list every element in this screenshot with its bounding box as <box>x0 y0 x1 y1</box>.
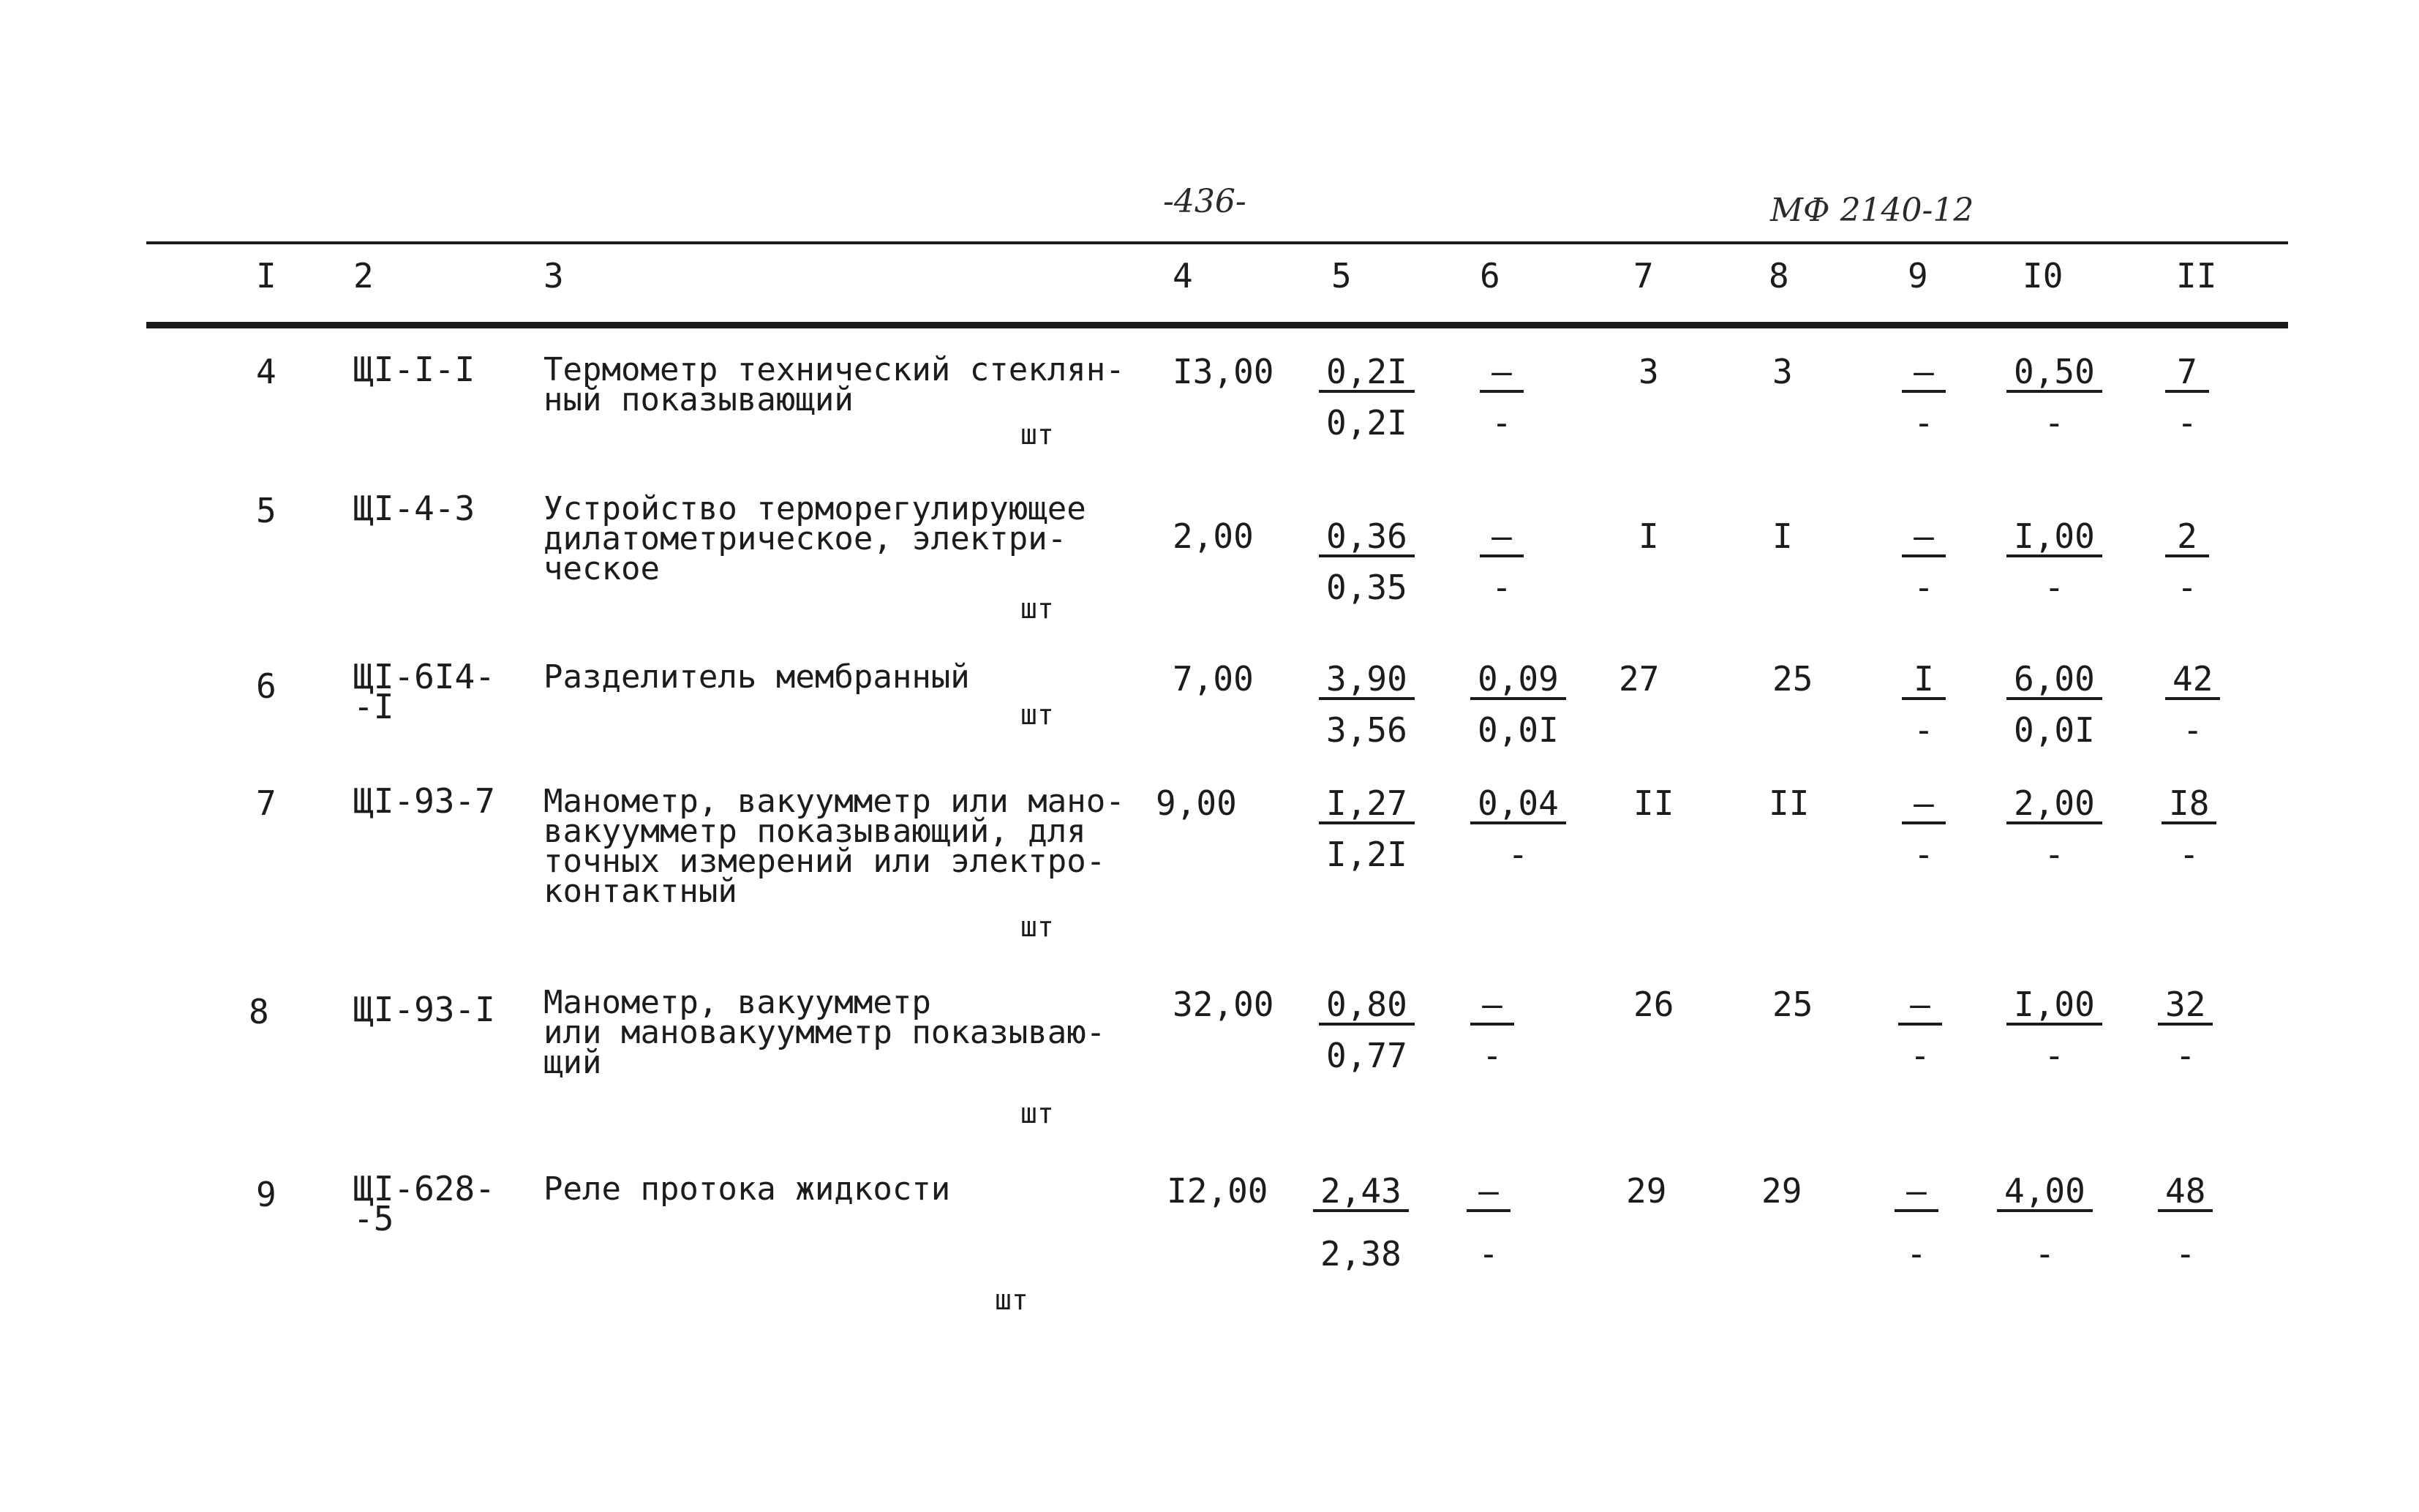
col11-num: 2 <box>2165 519 2209 557</box>
column-header: 8 <box>1769 256 1789 296</box>
col5-fraction <box>1319 352 1415 443</box>
col5-num: I,27 <box>1319 786 1415 824</box>
col6-den: 0,0I <box>1478 710 1559 750</box>
row-number: 6 <box>256 666 276 706</box>
col9-num: – <box>1902 519 1946 557</box>
unit-label: шт <box>1020 911 1054 943</box>
unit-label: шт <box>1020 1097 1054 1129</box>
col11-num: 7 <box>2165 355 2209 393</box>
row-number: 5 <box>256 491 276 530</box>
col6-num: – <box>1467 1174 1511 1212</box>
col9-fraction <box>1902 783 1946 874</box>
col11-den: - <box>2177 403 2197 443</box>
col11-num: I8 <box>2162 786 2216 824</box>
col7-value: 26 <box>1633 985 1674 1024</box>
col5-fraction <box>1313 1171 1409 1274</box>
col9-den: - <box>1910 1036 1930 1075</box>
col6-den: - <box>1491 568 1512 607</box>
item-description: Разделитель мембранный <box>543 658 970 696</box>
col5-num: 0,2I <box>1319 355 1415 393</box>
unit-label: шт <box>1020 699 1054 731</box>
column-header: 7 <box>1633 256 1654 296</box>
col10-num: 4,00 <box>1997 1174 2093 1212</box>
item-code: ЩI-4-3 <box>353 489 475 528</box>
col11-fraction <box>2165 659 2220 750</box>
col5-den: 0,35 <box>1326 568 1407 607</box>
col10-den: - <box>2044 835 2065 874</box>
col6-fraction <box>1480 516 1524 607</box>
column-header: 5 <box>1331 256 1352 296</box>
item-code: ЩI-I-I <box>353 350 475 389</box>
col6-fraction <box>1467 1171 1511 1274</box>
col10-den: - <box>2044 1036 2065 1075</box>
col11-num: 42 <box>2165 662 2220 700</box>
col10-den: - <box>2034 1234 2055 1274</box>
col10-fraction <box>2006 516 2102 607</box>
col9-den: - <box>1906 1234 1927 1274</box>
col5-fraction <box>1319 516 1415 607</box>
col9-den: - <box>1914 568 1934 607</box>
col7-value: 27 <box>1619 659 1660 699</box>
col11-fraction <box>2165 516 2209 607</box>
item-code: ЩI-93-I <box>353 990 495 1029</box>
top-rule <box>146 241 2288 244</box>
col5-den: 0,2I <box>1326 403 1407 443</box>
col9-fraction <box>1895 1171 1938 1274</box>
col5-den: 2,38 <box>1320 1234 1402 1274</box>
col7-value: 3 <box>1639 352 1659 391</box>
item-description: Устройство терморегулирующее дилатометрическое, электри- ческое <box>543 490 1086 587</box>
col4-value: 32,00 <box>1173 985 1274 1024</box>
col11-num: 32 <box>2158 988 2213 1026</box>
col6-den: - <box>1482 1036 1502 1075</box>
col4-value: 7,00 <box>1173 659 1254 699</box>
col6-fraction <box>1470 783 1566 874</box>
col5-num: 0,36 <box>1319 519 1415 557</box>
col5-den: I,2I <box>1326 835 1407 874</box>
col7-value: II <box>1633 783 1674 823</box>
col10-fraction <box>2006 659 2102 750</box>
col8-value: I <box>1772 516 1793 556</box>
col7-value: I <box>1639 516 1659 556</box>
col7-value: 29 <box>1626 1171 1667 1211</box>
col10-den: - <box>2044 403 2065 443</box>
col5-num: 0,80 <box>1319 988 1415 1026</box>
item-description: Манометр, вакуумметр или мановакуумметр показываю- щий <box>543 984 1106 1081</box>
col9-den: - <box>1914 403 1934 443</box>
col9-den: - <box>1914 835 1934 874</box>
col9-num: – <box>1902 786 1946 824</box>
col4-value: 9,00 <box>1156 783 1237 823</box>
col4-value: 2,00 <box>1173 516 1254 556</box>
item-description: Термометр технический стеклян- ный показывающий <box>543 351 1125 418</box>
header-rule <box>146 322 2288 328</box>
column-header: II <box>2176 256 2217 296</box>
unit-label: шт <box>1020 418 1054 451</box>
col6-num: – <box>1480 355 1524 393</box>
item-code: ЩI-93-7 <box>353 781 495 821</box>
col9-den: - <box>1914 710 1934 750</box>
col10-fraction <box>2006 783 2102 874</box>
col9-fraction <box>1902 659 1946 750</box>
row-number: 8 <box>249 992 269 1031</box>
column-header: 3 <box>543 256 564 296</box>
col5-fraction <box>1319 659 1415 750</box>
col10-fraction <box>2006 352 2102 443</box>
unit-label: шт <box>995 1284 1028 1316</box>
col8-value: 3 <box>1772 352 1793 391</box>
col9-fraction <box>1902 352 1946 443</box>
col5-fraction <box>1319 783 1415 874</box>
col6-den: - <box>1491 403 1512 443</box>
document-code: МФ 2140-12 <box>1770 192 1974 229</box>
column-header: 9 <box>1908 256 1928 296</box>
col6-fraction <box>1480 352 1524 443</box>
item-code: ЩI-628- -5 <box>353 1169 495 1238</box>
col11-num: 48 <box>2158 1174 2213 1212</box>
col10-num: 6,00 <box>2006 662 2102 700</box>
col4-value: I2,00 <box>1167 1171 1268 1211</box>
col11-fraction <box>2162 783 2216 874</box>
col10-num: 0,50 <box>2006 355 2102 393</box>
col10-den: - <box>2044 568 2065 607</box>
col10-den: 0,0I <box>2014 710 2095 750</box>
col9-num: – <box>1898 988 1942 1026</box>
col11-den: - <box>2178 835 2200 874</box>
column-header: I <box>256 256 276 296</box>
col9-num: I <box>1902 662 1946 700</box>
col8-value: 25 <box>1772 659 1813 699</box>
col11-den: - <box>2175 1234 2196 1274</box>
col10-num: 2,00 <box>2006 786 2102 824</box>
col11-fraction <box>2158 985 2213 1075</box>
col4-value: I3,00 <box>1173 352 1274 391</box>
col6-num: 0,09 <box>1470 662 1566 700</box>
row-number: 9 <box>256 1175 276 1214</box>
column-header: 2 <box>353 256 374 296</box>
col8-value: 25 <box>1772 985 1813 1024</box>
col10-fraction <box>1997 1171 2093 1274</box>
row-number: 7 <box>256 783 276 823</box>
col5-den: 3,56 <box>1326 710 1407 750</box>
col11-fraction <box>2165 352 2209 443</box>
col6-den: - <box>1508 835 1529 874</box>
item-description: Манометр, вакуумметр или мано- вакуумметр показывающий, для точных измерений или электро- контактный <box>543 783 1125 910</box>
col10-num: I,00 <box>2006 988 2102 1026</box>
col9-fraction <box>1902 516 1946 607</box>
row-number: 4 <box>256 352 276 391</box>
col8-value: 29 <box>1761 1171 1802 1211</box>
column-header: I0 <box>2023 256 2064 296</box>
col6-den: - <box>1478 1234 1499 1274</box>
item-description: Реле протока жидкости <box>543 1170 951 1208</box>
col8-value: II <box>1769 783 1810 823</box>
col6-num: – <box>1470 988 1514 1026</box>
col5-num: 2,43 <box>1313 1174 1409 1212</box>
unit-label: шт <box>1020 593 1054 625</box>
col11-fraction <box>2158 1171 2213 1274</box>
column-header: 6 <box>1480 256 1500 296</box>
col6-fraction <box>1470 985 1514 1075</box>
column-header: 4 <box>1173 256 1193 296</box>
col6-num: – <box>1480 519 1524 557</box>
col5-den: 0,77 <box>1326 1036 1407 1075</box>
item-code: ЩI-6I4- -I <box>353 657 495 726</box>
col11-den: - <box>2182 710 2203 750</box>
col10-num: I,00 <box>2006 519 2102 557</box>
col9-fraction <box>1898 985 1942 1075</box>
col5-num: 3,90 <box>1319 662 1415 700</box>
page-number: -436- <box>1163 183 1246 220</box>
col9-num: – <box>1895 1174 1938 1212</box>
col10-fraction <box>2006 985 2102 1075</box>
col5-fraction <box>1319 985 1415 1075</box>
col11-den: - <box>2177 568 2197 607</box>
col11-den: - <box>2175 1036 2196 1075</box>
col6-fraction <box>1470 659 1566 750</box>
col9-num: – <box>1902 355 1946 393</box>
col6-num: 0,04 <box>1470 786 1566 824</box>
